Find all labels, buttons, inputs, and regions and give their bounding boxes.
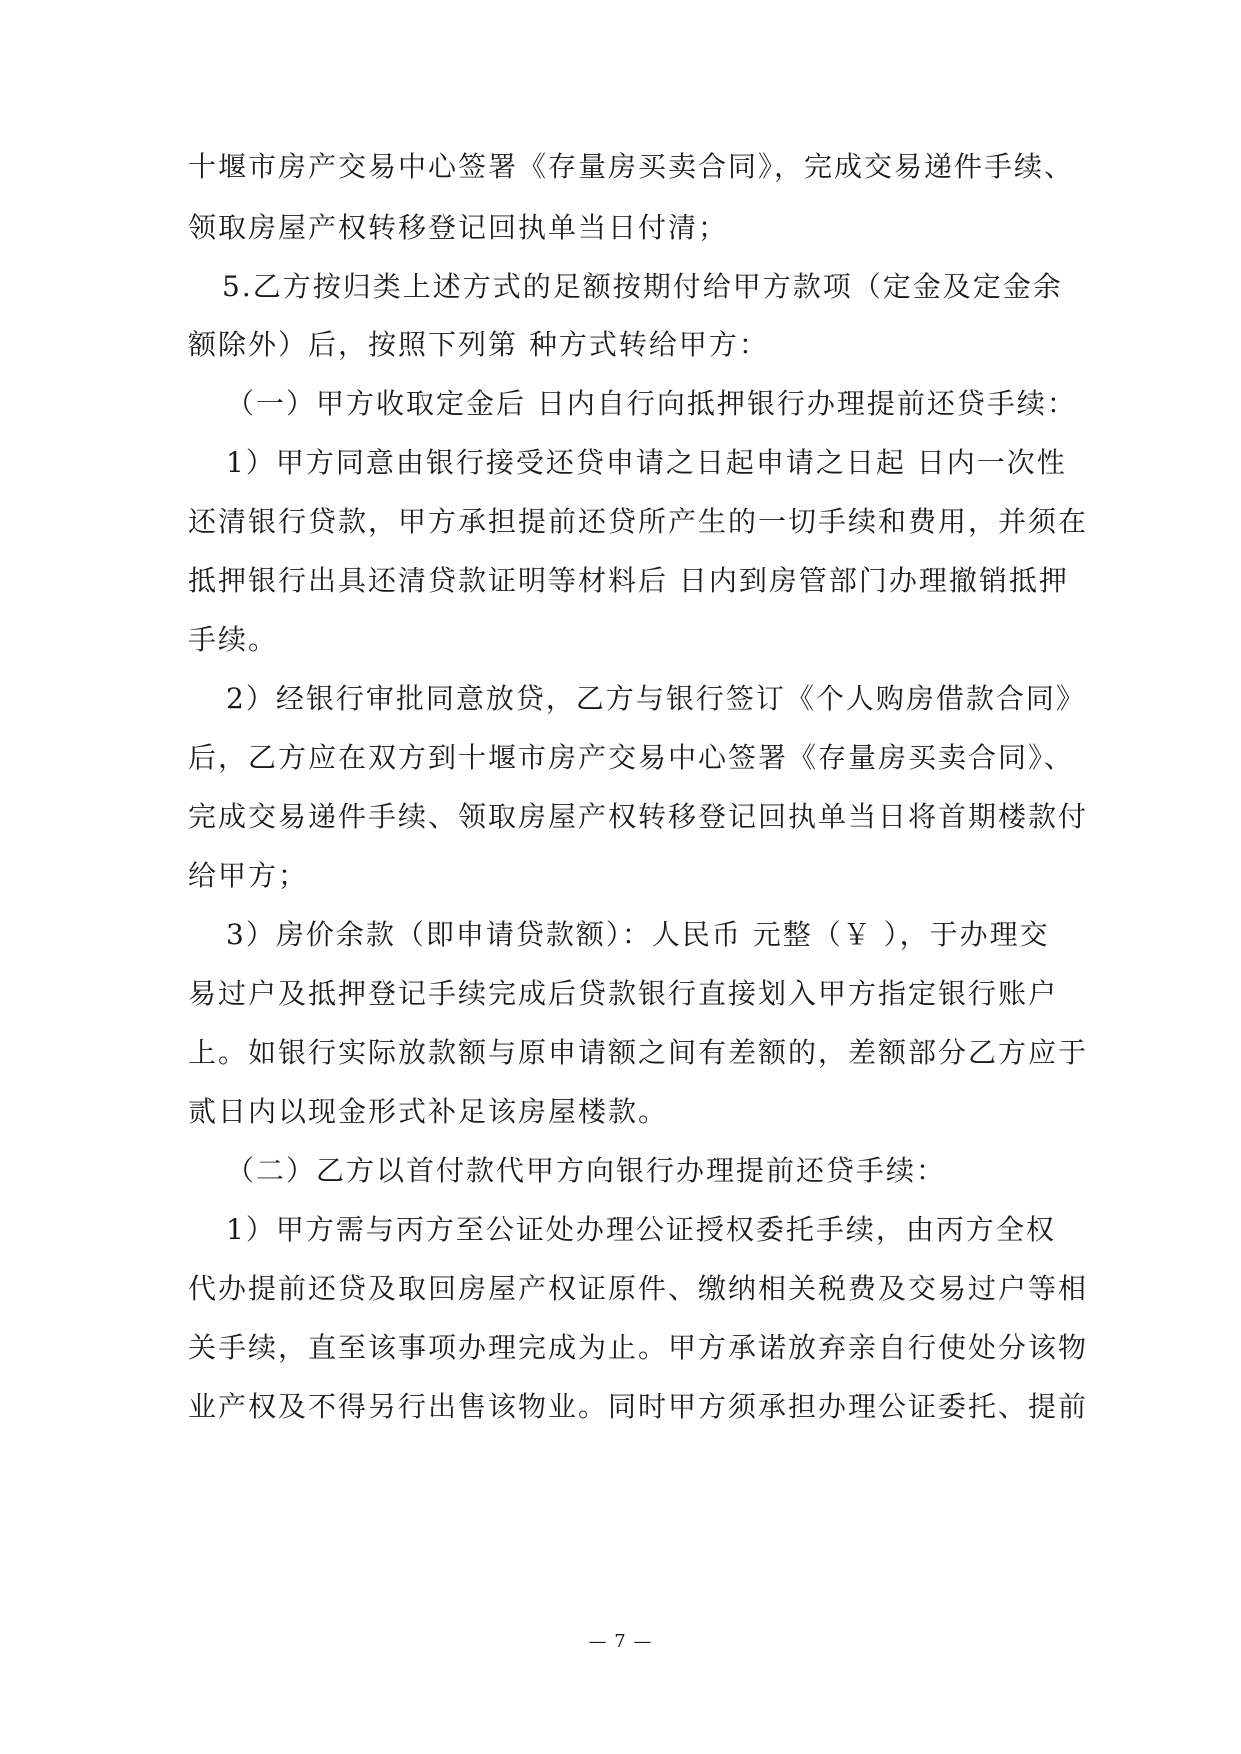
text-line: 领取房屋产权转移登记回执单当日付清； xyxy=(188,211,729,244)
text-line: 5.乙方按归类上述方式的足额按期付给甲方款项（定金及定金余 xyxy=(222,270,1063,303)
text-line: 1）甲方需与丙方至公证处办理公证授权委托手续，由丙方全权 xyxy=(226,1213,1056,1246)
text-line: 易过户及抵押登记手续完成后贷款银行直接划入甲方指定银行账户 xyxy=(188,977,1059,1010)
text-line: 后，乙方应在双方到十堰市房产交易中心签署《存量房买卖合同》、 xyxy=(188,741,1075,774)
text-line: 手续。 xyxy=(188,623,279,656)
text-line: 抵押银行出具还清贷款证明等材料后 日内到房管部门办理撤销抵押 xyxy=(188,564,1069,597)
text-line: 1）甲方同意由银行接受还贷申请之日起申请之日起 日内一次性 xyxy=(226,446,1067,479)
text-line: （一）甲方收取定金后 日内自行向抵押银行办理提前还贷手续： xyxy=(226,387,1077,420)
text-line: 还清银行贷款，甲方承担提前还贷所产生的一切手续和费用，并须在 xyxy=(188,505,1089,538)
text-line: 十堰市房产交易中心签署《存量房买卖合同》，完成交易递件手续、 xyxy=(188,150,1075,183)
text-line: 业产权及不得另行出售该物业。同时甲方须承担办理公证委托、提前 xyxy=(188,1390,1089,1423)
text-line: 完成交易递件手续、领取房屋产权转移登记回执单当日将首期楼款付 xyxy=(188,800,1089,833)
page-number: — 7 — xyxy=(588,1631,653,1652)
text-line: 贰日内以现金形式补足该房屋楼款。 xyxy=(188,1095,669,1128)
text-line: （二）乙方以首付款代甲方向银行办理提前还贷手续： xyxy=(226,1154,947,1187)
text-line: 额除外）后，按照下列第 种方式转给甲方： xyxy=(188,328,769,361)
text-line: 给甲方； xyxy=(188,859,309,892)
text-line: 上。如银行实际放款额与原申请额之间有差额的，差额部分乙方应于 xyxy=(188,1036,1089,1069)
text-line: 2）经银行审批同意放贷，乙方与银行签订《个人购房借款合同》 xyxy=(226,682,1086,715)
text-line: 3）房价余款（即申请贷款额）：人民币 元整（￥ ），于办理交 xyxy=(226,918,1050,951)
text-line: 代办提前还贷及取回房屋产权证原件、缴纳相关税费及交易过户等相 xyxy=(188,1272,1089,1305)
text-line: 关手续，直至该事项办理完成为止。甲方承诺放弃亲自行使处分该物 xyxy=(188,1331,1089,1364)
